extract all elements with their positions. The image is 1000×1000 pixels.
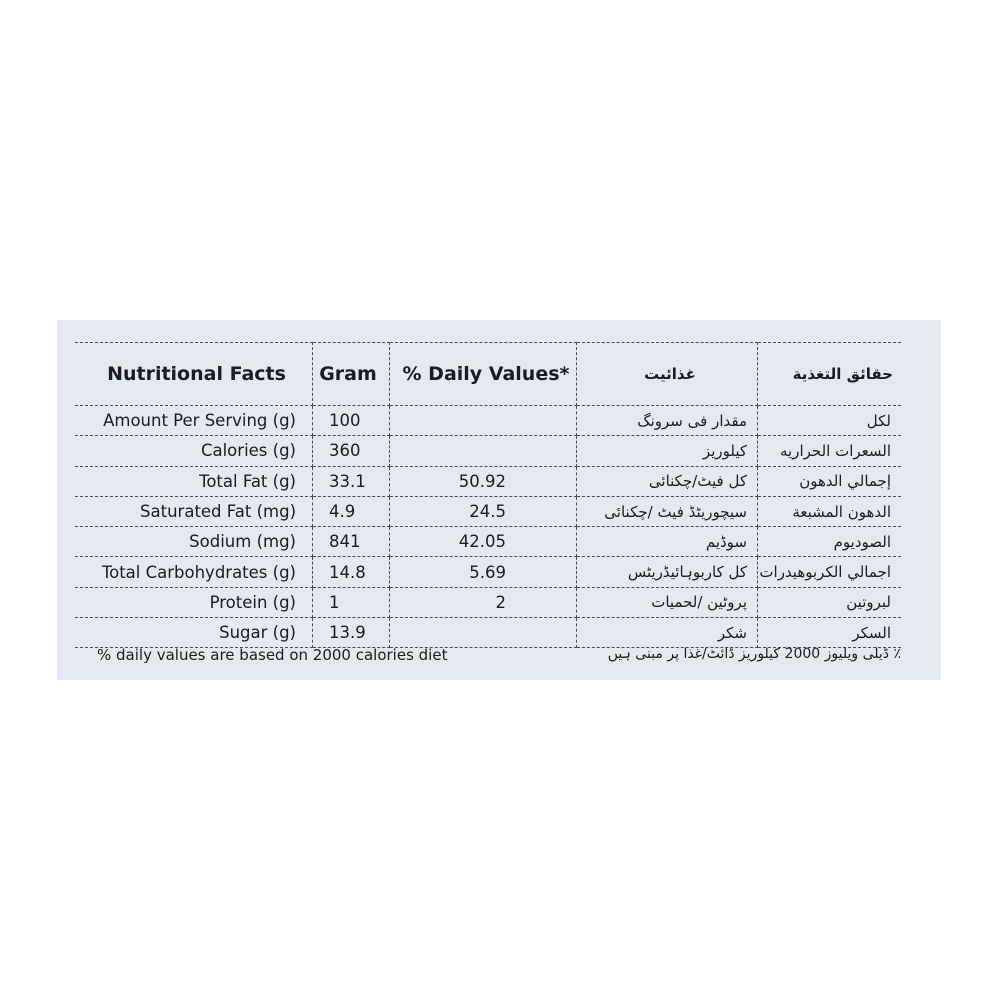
row-label: Saturated Fat (mg) (75, 497, 313, 527)
row-arabic: السعرات الحراريه (758, 436, 901, 466)
header-gram: Gram (313, 342, 390, 406)
header-urdu: غذائیت (577, 342, 758, 406)
nutrition-table (75, 342, 901, 648)
row-daily-value: 50.92 (390, 467, 577, 497)
row-gram: 13.9 (313, 618, 390, 648)
row-label: Protein (g) (75, 588, 313, 618)
header-daily-values: % Daily Values* (390, 342, 577, 406)
row-urdu: کل کاربوہائیڈریٹس (577, 557, 758, 587)
row-gram: 14.8 (313, 557, 390, 587)
row-daily-value: 24.5 (390, 497, 577, 527)
row-gram: 100 (313, 406, 390, 436)
row-label: Amount Per Serving (g) (75, 406, 313, 436)
row-urdu: کیلوریز (577, 436, 758, 466)
nutrition-facts-panel (57, 320, 941, 680)
row-urdu: پروٹین /لحمیات (577, 588, 758, 618)
row-daily-value: 2 (390, 588, 577, 618)
row-label: Calories (g) (75, 436, 313, 466)
row-arabic: السكر (758, 618, 901, 648)
row-arabic: إجمالي الدهون (758, 467, 901, 497)
row-gram: 1 (313, 588, 390, 618)
row-gram: 360 (313, 436, 390, 466)
row-urdu: سیچوریٹڈ فیٹ /چکنائی (577, 497, 758, 527)
row-label: Total Carbohydrates (g) (75, 557, 313, 587)
row-daily-value: 5.69 (390, 557, 577, 587)
row-arabic: لبروتين (758, 588, 901, 618)
footnote-english: % daily values are based on 2000 calories diet (97, 646, 448, 664)
header-arabic: حقائق التغذية (758, 342, 901, 406)
row-arabic: لكل (758, 406, 901, 436)
row-gram: 841 (313, 527, 390, 557)
row-daily-value: 42.05 (390, 527, 577, 557)
row-daily-value (390, 436, 577, 466)
footnote-urdu: ٪ ڈیلی ویلیوز 2000 کیلوریز ڈائٹ/غذا پر مبنی ہیں (607, 646, 901, 662)
row-gram: 33.1 (313, 467, 390, 497)
row-urdu: شکر (577, 618, 758, 648)
row-gram: 4.9 (313, 497, 390, 527)
header-nutritional-facts: Nutritional Facts (75, 342, 313, 406)
row-urdu: کل فیٹ/چکنائی (577, 467, 758, 497)
row-arabic: اجمالي الكربوهيدرات (758, 557, 901, 587)
row-label: Sugar (g) (75, 618, 313, 648)
row-urdu: سوڈیم (577, 527, 758, 557)
row-arabic: الدهون المشبعة (758, 497, 901, 527)
row-label: Sodium (mg) (75, 527, 313, 557)
row-urdu: مقدار فی سرونگ (577, 406, 758, 436)
row-arabic: الصوديوم (758, 527, 901, 557)
row-daily-value (390, 618, 577, 648)
row-label: Total Fat (g) (75, 467, 313, 497)
row-daily-value (390, 406, 577, 436)
